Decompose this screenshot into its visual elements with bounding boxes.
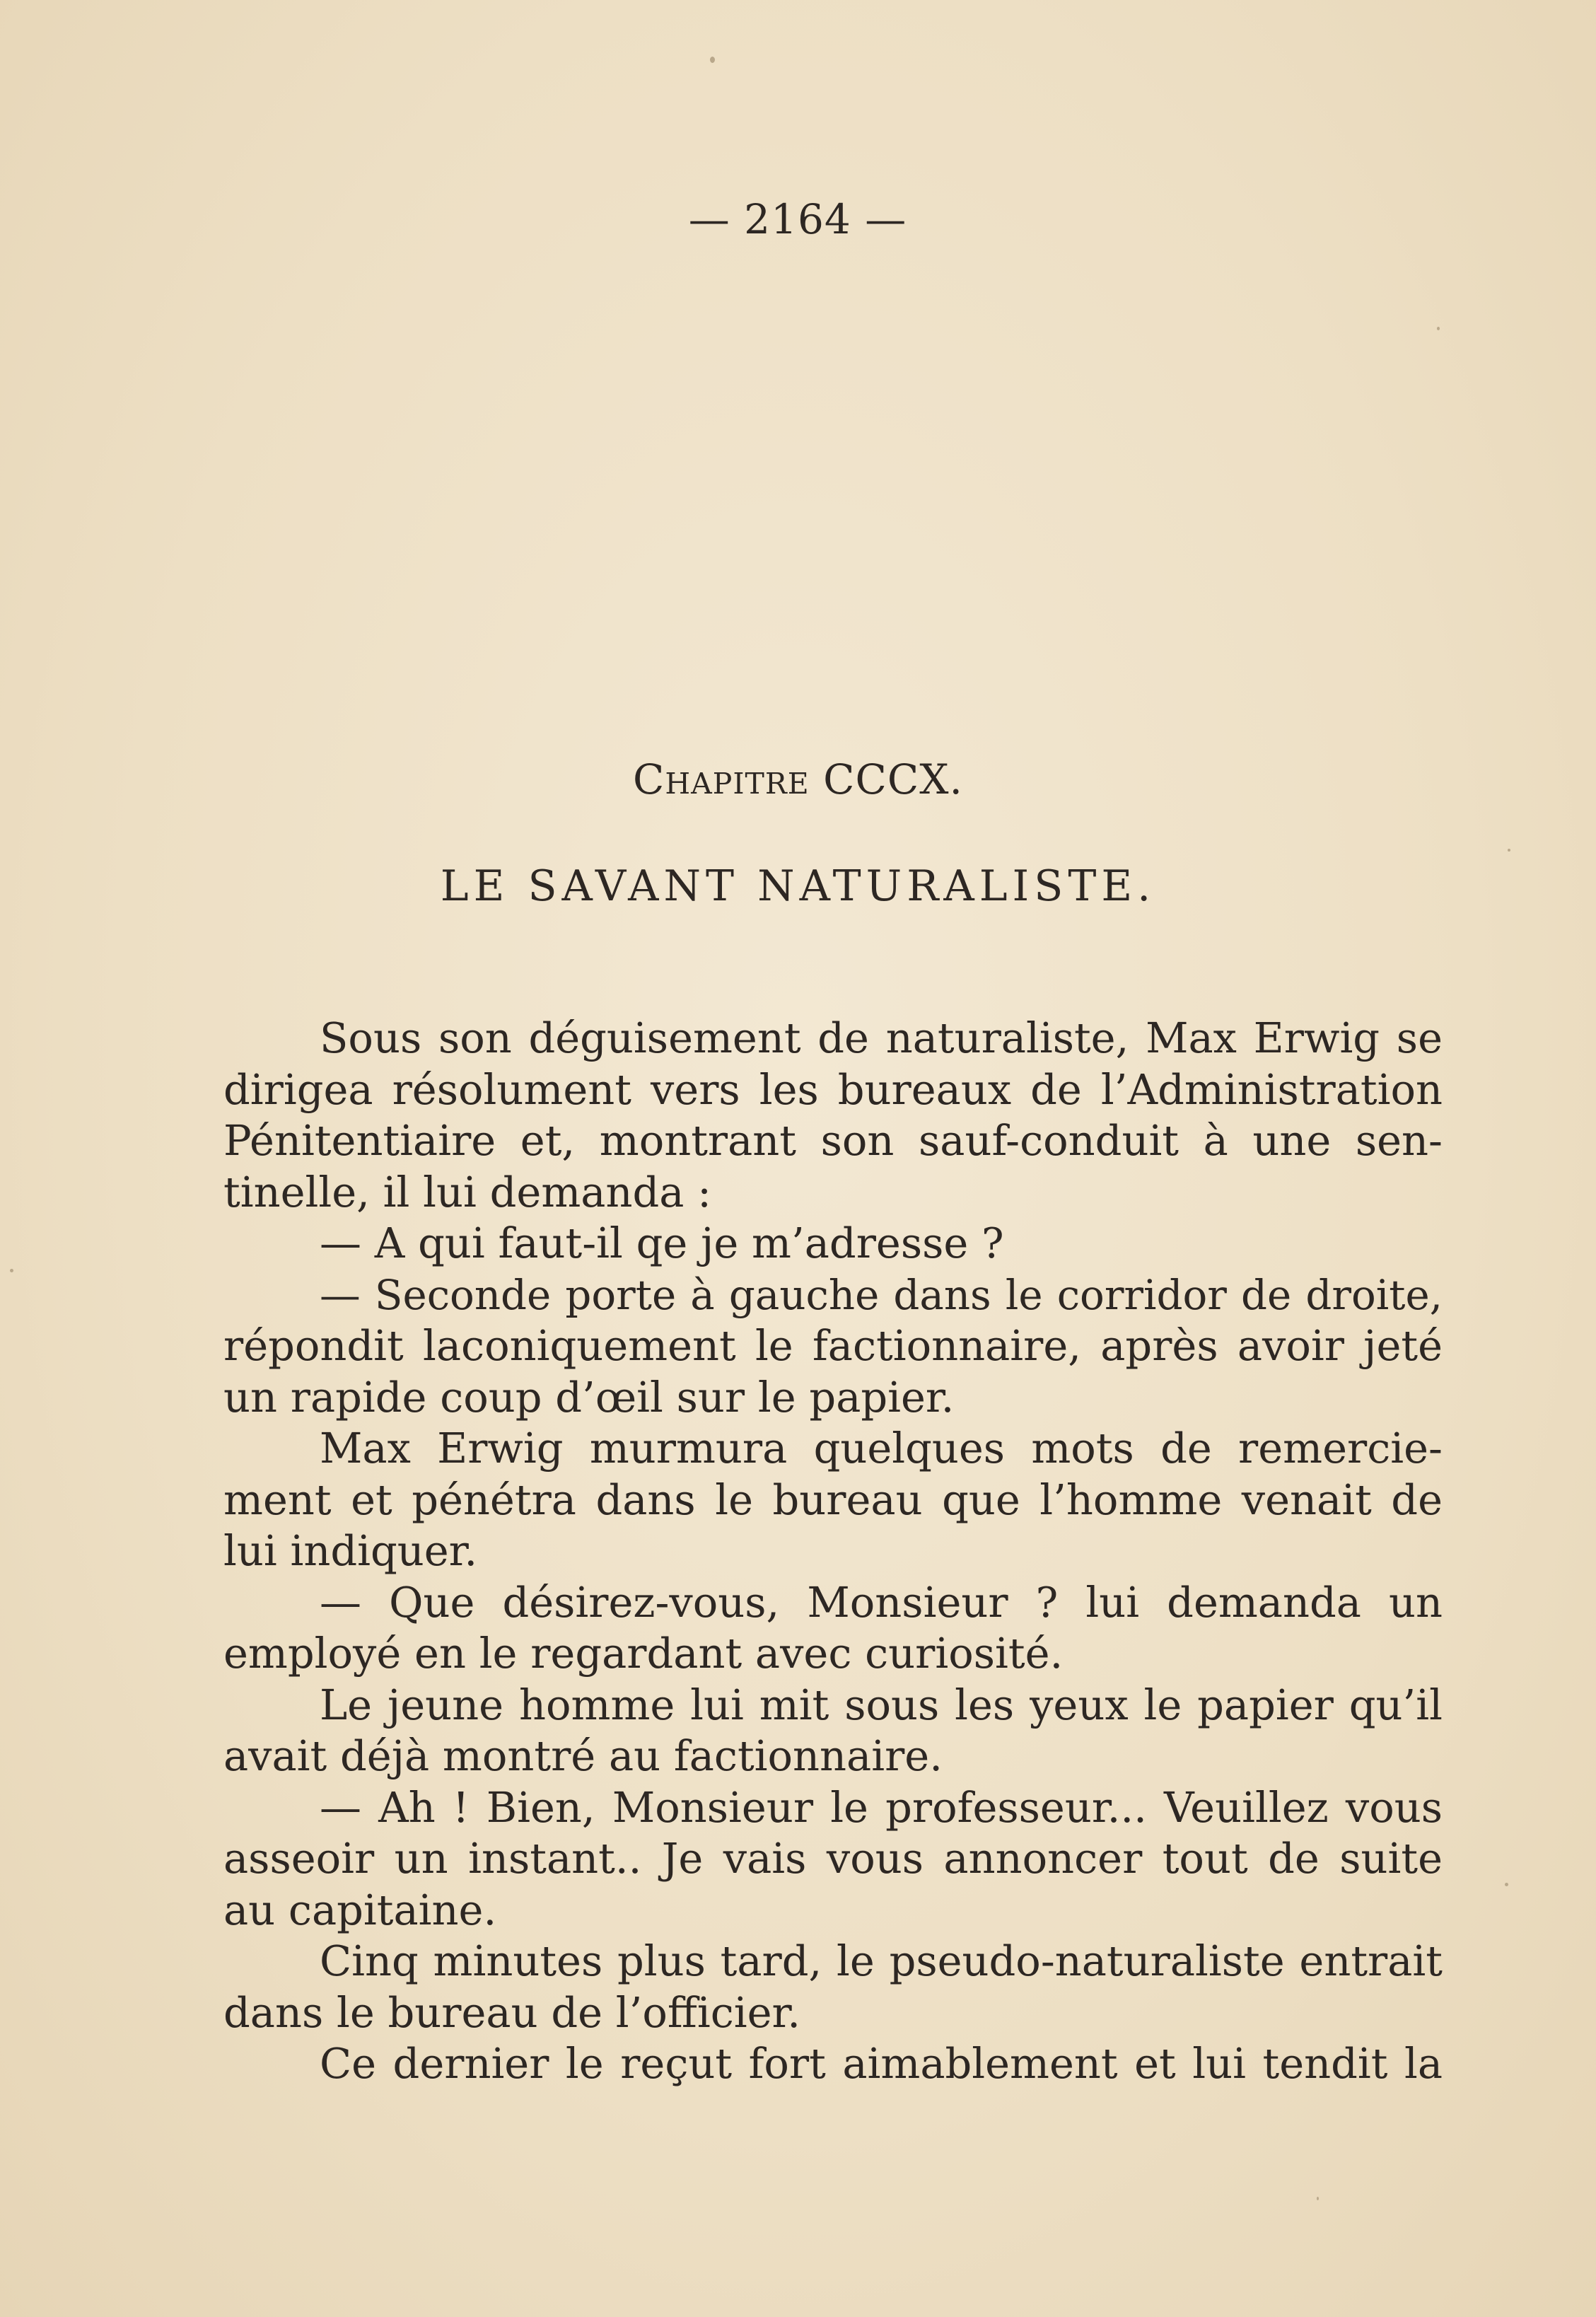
text-line: tinelle, il lui demanda : bbox=[223, 1167, 712, 1216]
paper-speck bbox=[1317, 2197, 1319, 2200]
paper-speck bbox=[710, 57, 715, 63]
text-line: employé en le regardant avec curiosité. bbox=[223, 1629, 1064, 1678]
text-line: un rapide coup d’œil sur le papier. bbox=[223, 1372, 955, 1422]
chapter-heading: Chapitre CCCX. bbox=[633, 755, 963, 803]
text-line: Le jeune homme lui mit sous les yeux le papier qu’il bbox=[320, 1680, 1443, 1729]
text-line: au capitaine. bbox=[223, 1885, 497, 1934]
paper-speck bbox=[10, 1269, 13, 1272]
text-line: Max Erwig murmura quelques mots de remercie- bbox=[320, 1424, 1443, 1473]
text-line: ment et pénétra dans le bureau que l’homme venait de bbox=[223, 1475, 1443, 1524]
chapter-title: LE SAVANT NATURALISTE. bbox=[440, 861, 1156, 911]
paper-speck bbox=[1505, 1883, 1508, 1886]
text-line: — A qui faut-il qe je m’adresse ? bbox=[320, 1219, 1004, 1267]
text-line: dirigea résolument vers les bureaux de l’Administration bbox=[223, 1064, 1443, 1114]
text-line: asseoir un instant.. Je vais vous annoncer tout de suite bbox=[223, 1834, 1443, 1883]
paper-speck bbox=[1437, 327, 1440, 330]
text-line: Sous son déguisement de naturaliste, Max Erwig se bbox=[320, 1014, 1443, 1062]
text-line: Pénitentiaire et, montrant son sauf-conduit à une sen- bbox=[223, 1116, 1443, 1165]
body-text bbox=[223, 1013, 1443, 2090]
text-line: — Ah ! Bien, Monsieur le professeur... Veuillez vous bbox=[320, 1782, 1443, 1832]
text-line: — Que désirez-vous, Monsieur ? lui demanda un bbox=[320, 1577, 1443, 1627]
text-line: — Seconde porte à gauche dans le corridor de droite, bbox=[320, 1270, 1443, 1319]
text-line: Ce dernier le reçut fort aimablement et lui tendit la bbox=[320, 2039, 1443, 2088]
text-line: répondit laconiquement le factionnaire, après avoir jeté bbox=[223, 1321, 1443, 1370]
text-line: avait déjà montré au factionnaire. bbox=[223, 1731, 943, 1780]
page-number: — 2164 — bbox=[688, 195, 907, 243]
text-line: dans le bureau de l’officier. bbox=[223, 1987, 801, 2037]
text-line: Cinq minutes plus tard, le pseudo-naturaliste entrait bbox=[320, 1936, 1443, 1985]
text-line: lui indiquer. bbox=[223, 1526, 478, 1575]
paper-speck bbox=[1508, 849, 1510, 852]
